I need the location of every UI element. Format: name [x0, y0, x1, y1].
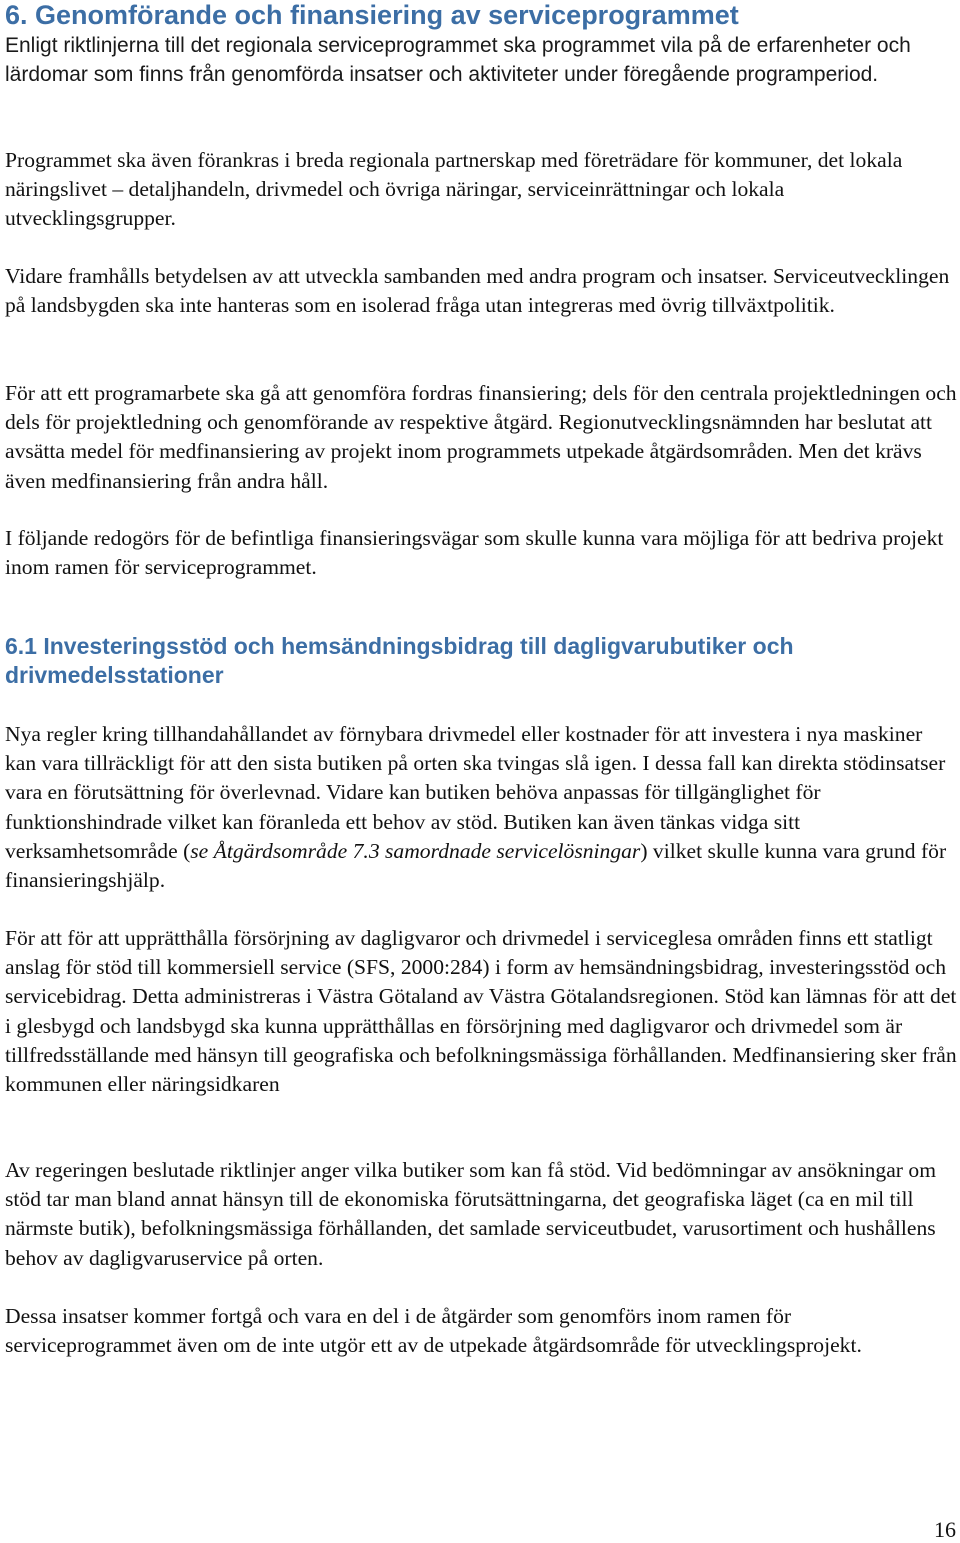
paragraph-program-links: Vidare framhålls betydelsen av att utveckla sambanden med andra program och insatser. Serviceutvecklingen på landsbygden ska inte hanteras som en isolerad fråga utan integreras med övrig tillväxtpolitik. [5, 264, 950, 318]
paragraph-continuation: Dessa insatser kommer fortgå och vara en del i de åtgärder som genomförs inom ramen för serviceprogrammet även om de inte utgör ett av de utpekade åtgärdsområde för utvecklingsprojekt. [5, 1304, 862, 1358]
paragraph-new-rules-end: ) vilket skulle kunna vara grund för finansieringshjälp. [5, 838, 947, 893]
paragraph-new-rules [5, 720, 957, 895]
subsection-heading: 6.1 Investeringsstöd och hemsändningsbidrag till dagligvarubutiker och drivmedelsstationer [5, 633, 794, 688]
cross-reference: se Åtgärdsområde 7.3 samordnade servicelösningar [190, 838, 641, 863]
paragraph-financing-routes: I följande redogörs för de befintliga finansieringsvägar som skulle kunna vara möjliga för att bedriva projekt inom ramen för serviceprogrammet. [5, 526, 944, 580]
paragraph-new-rules-text: Nya regler kring tillhandahållandet av förnybara drivmedel eller kostnader för att investera i nya maskiner kan vara tillräckligt för att den sista butiken på orten ska tvingas slå igen. I dessa fall kan direkta stödinsatser vara en förutsättning för överlevnad. Vidare kan butiken behöva anpassas för tillgänglighet för funktionshindrade vilket kan föranleda ett behov av stöd. Butiken kan även tänkas vidga sitt verksamhetsområde ( [5, 722, 946, 863]
section-heading: 6. Genomförande och finansiering av serviceprogrammet [5, 0, 739, 30]
paragraph-guidelines: Av regeringen beslutade riktlinjer anger vilka butiker som kan få stöd. Vid bedömningar av ansökningar om stöd tar man bland annat hänsyn till de ekonomiska förutsättningarna, det geografiska läget (ca en mil till närmste butik), befolkningsmässiga förhållanden, det samlade serviceutbudet, varusortiment och hushållens behov av dagligvaruservice på orten. [5, 1158, 936, 1270]
paragraph-partnership: Programmet ska även förankras i breda regionala partnerskap med företrädare för kommuner, det lokala näringslivet – detaljhandeln, drivmedel och övriga näringar, serviceinrättningar och lokala utvecklingsgrupper. [5, 148, 903, 231]
section-intro: Enligt riktlinjerna till det regionala serviceprogrammet ska programmet vila på de erfarenheter och lärdomar som finns från genomförda insatser och aktiviteter under föregående programperiod. [5, 34, 911, 86]
paragraph-financing: För att ett programarbete ska gå att genomföra fordras finansiering; dels för den centrala projektledningen och dels för projektledning och genomförande av respektive åtgärd. Regionutvecklingsnämnden har beslutat att avsätta medel för medfinansiering av projekt inom programmets utpekade åtgärdsområden. Men det krävs även medfinansiering från andra håll. [5, 381, 957, 493]
page-number: 16 [934, 1517, 956, 1542]
paragraph-state-grant: För att för att upprätthålla försörjning av dagligvaror och drivmedel i serviceglesa områden finns ett statligt anslag för stöd till kommersiell service (SFS, 2000:284) i form av hemsändningsbidrag, investeringsstöd och servicebidrag. Detta administreras i Västra Götaland av Västra Götalandsregionen. Stöd kan lämnas för att det i glesbygd och landsbygd ska kunna upprätthållas en försörjning med dagligvaror och drivmedel som är tillfredsställande med hänsyn till geografiska och befolkningsmässiga förhållanden. Medfinansiering sker från kommunen eller näringsidkaren [5, 926, 957, 1097]
